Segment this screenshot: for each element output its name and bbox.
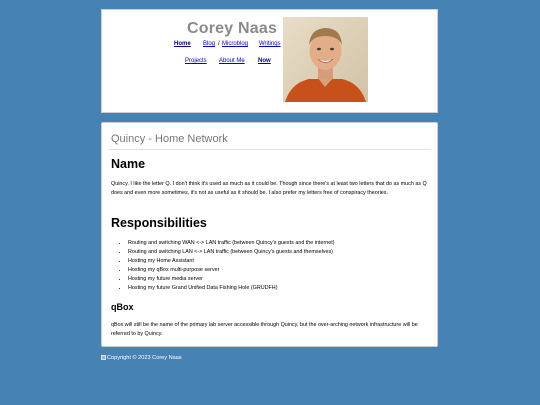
- main-content-card: [101, 122, 438, 347]
- site-footer: [101, 355, 182, 361]
- list-item: • Hosting my future media server: [128, 275, 428, 284]
- nav-now-link[interactable]: Now: [258, 58, 271, 64]
- site-title: Corey Naas: [187, 20, 278, 37]
- list-item: • Routing and switching WAN <-> LAN traffic (between Quincy's guests and the internet): [128, 239, 428, 248]
- list-item: • Hosting my future Grand Unified Data Fishing Hole (GRUDFH): [128, 284, 428, 293]
- list-item: • Hosting my Home Assistant: [128, 257, 428, 266]
- site-header: [101, 9, 438, 113]
- list-item: • Hosting my qBox multi-purpose server: [128, 266, 428, 275]
- list-item: • Routing and switching LAN <-> LAN traffic (between Quincy's guests and themselves): [128, 248, 428, 257]
- qbox-paragraph: qBox will still be the name of the primary lab server accessible through Quincy, but the over-arching network infrastructure will be referred to by Quincy.: [111, 322, 418, 337]
- name-heading: Name: [111, 157, 146, 171]
- responsibilities-heading: Responsibilities: [111, 216, 207, 230]
- nav-microblog-link[interactable]: Microblog: [222, 41, 249, 47]
- page-title: Quincy - Home Network: [111, 133, 228, 145]
- broken-image-icon: [101, 355, 106, 360]
- nav-projects-link[interactable]: Projects: [185, 58, 207, 64]
- nav-writings-link[interactable]: Writings: [259, 41, 281, 47]
- qbox-heading: qBox: [111, 302, 134, 312]
- profile-photo: [283, 17, 368, 102]
- name-paragraph: Quincy. I like the letter Q. I don't think it's used as much as it could be. Though since there's at least two letters that do as much as Q does and even more sometimes, it's not as useful as it should be. I also prefer my letters free of conspiracy theories.: [111, 181, 427, 196]
- nav-blog-link[interactable]: Blog: [203, 41, 216, 47]
- responsibilities-list: [119, 239, 428, 292]
- copyright-text: Copyright © 2023 Corey Naas: [107, 355, 182, 361]
- nav-about-link[interactable]: About Me: [219, 58, 245, 64]
- title-divider: [108, 149, 431, 150]
- nav-separator: /: [218, 41, 220, 47]
- nav-home-link[interactable]: Home: [174, 41, 191, 47]
